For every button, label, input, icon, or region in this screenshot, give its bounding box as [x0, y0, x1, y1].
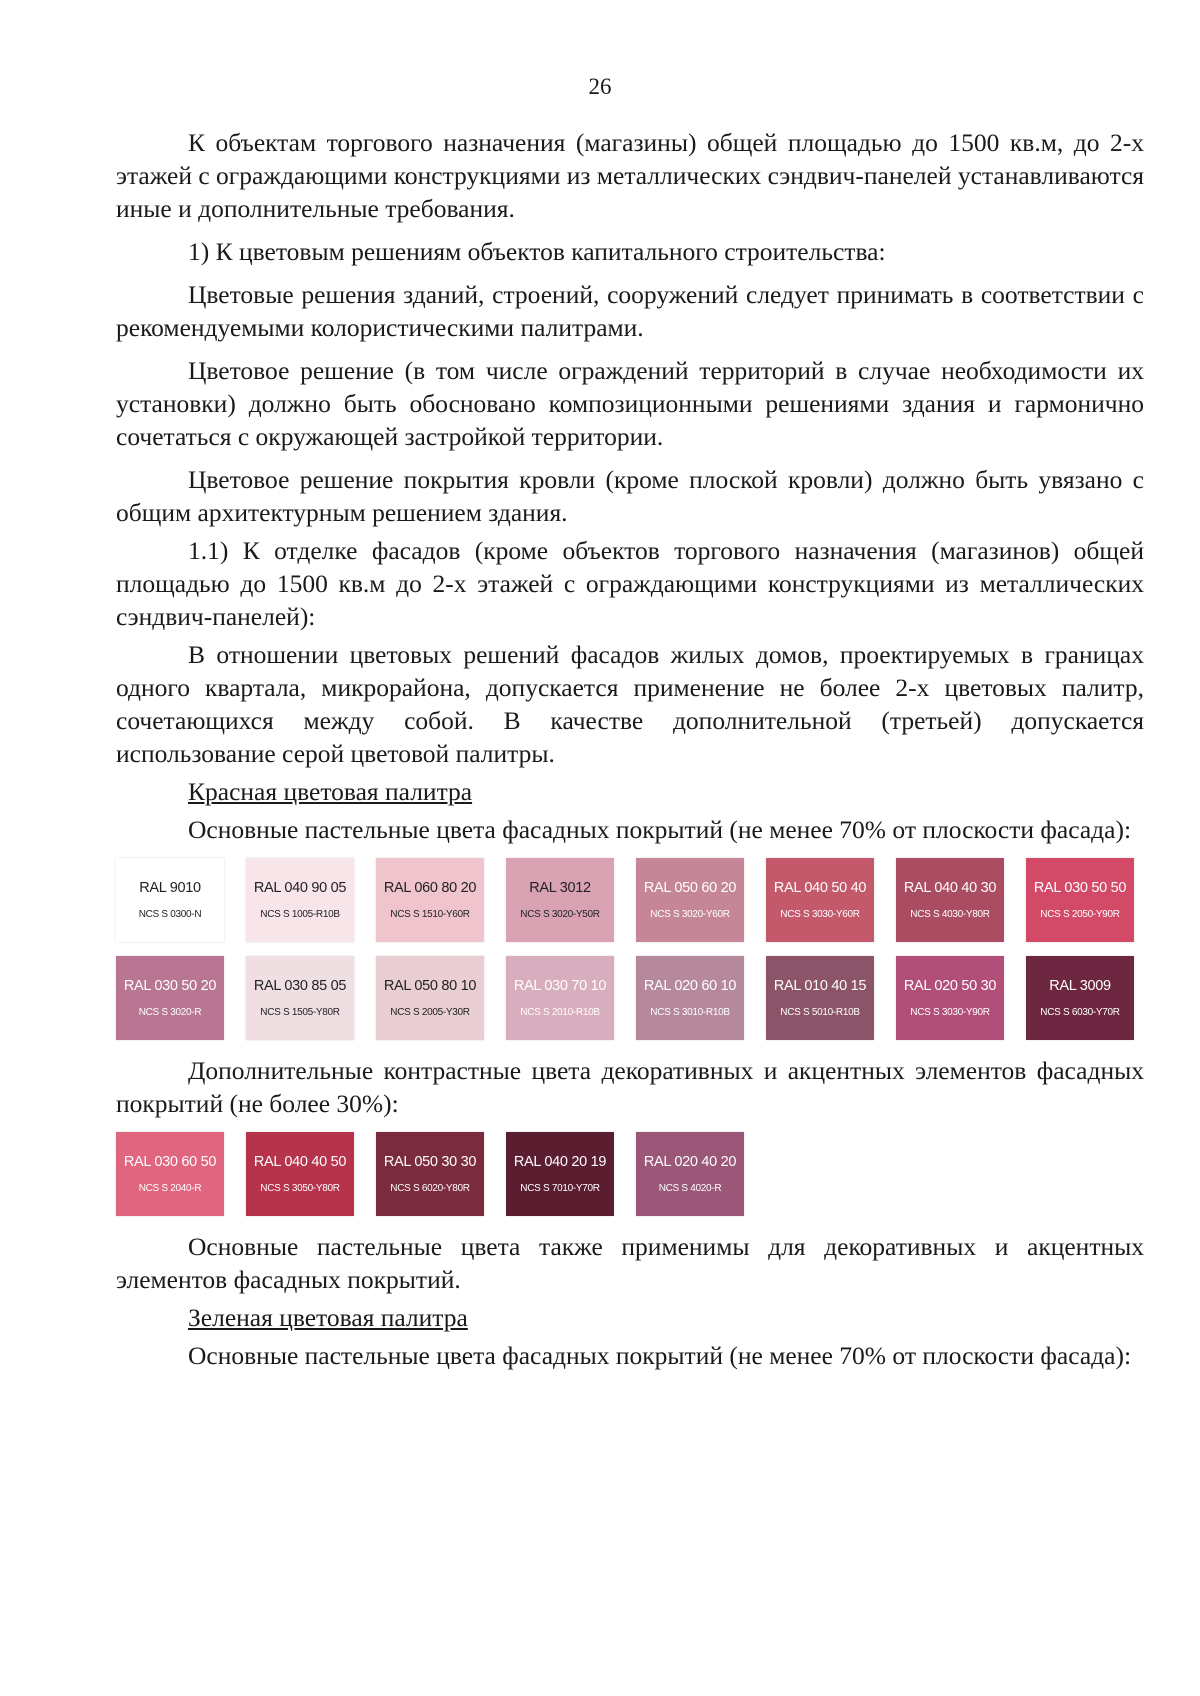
swatch-ral-code: RAL 040 50 40 — [773, 880, 867, 896]
swatch-ncs-code: NCS S 1510-Y60R — [390, 909, 470, 920]
green-palette-heading: Зеленая цветовая палитра — [188, 1303, 468, 1332]
page-number: 26 — [588, 74, 612, 99]
color-swatch — [636, 858, 744, 942]
swatch-ncs-code: NCS S 2005-Y30R — [390, 1007, 470, 1018]
paragraph-red-accent-colors: Дополнительные контрастные цвета декоративных и акцентных элементов фасадных покрытий (не более 30%): — [116, 1056, 1144, 1118]
color-swatch — [246, 858, 354, 942]
swatch-ral-code: RAL 3009 — [1049, 978, 1111, 994]
red-palette-accent-row — [116, 1132, 1144, 1216]
swatch-ral-code: RAL 030 60 50 — [123, 1154, 217, 1170]
swatch-ncs-code: NCS S 6030-Y70R — [1040, 1007, 1120, 1018]
swatch-ral-code: RAL 030 50 50 — [1033, 880, 1127, 896]
swatch-ral-code: RAL 050 60 20 — [643, 880, 737, 896]
color-swatch — [116, 956, 224, 1040]
swatch-ral-code: RAL 030 70 10 — [513, 978, 607, 994]
swatch-ncs-code: NCS S 6020-Y80R — [390, 1183, 470, 1194]
color-swatch — [766, 956, 874, 1040]
swatch-ncs-code: NCS S 4030-Y80R — [910, 909, 990, 920]
paragraph-color-palettes: Цветовые решения зданий, строений, сооружений следует принимать в соответствии с рекомендуемыми колористическими палитрами. — [116, 280, 1144, 342]
paragraph-color-requirements-heading: 1) К цветовым решениям объектов капитального строительства: — [188, 237, 886, 266]
swatch-ral-code: RAL 020 60 10 — [643, 978, 737, 994]
red-palette-main-row-2 — [116, 956, 1144, 1040]
swatch-ral-code: RAL 050 80 10 — [383, 978, 477, 994]
swatch-ral-code: RAL 060 80 20 — [383, 880, 477, 896]
swatch-ncs-code: NCS S 3020-Y50R — [520, 909, 600, 920]
swatch-ral-code: RAL 030 50 20 — [123, 978, 217, 994]
swatch-ncs-code: NCS S 2050-Y90R — [1040, 909, 1120, 920]
swatch-ncs-code: NCS S 2010-R10B — [520, 1007, 600, 1018]
color-swatch — [246, 956, 354, 1040]
swatch-ncs-code: NCS S 3010-R10B — [650, 1007, 730, 1018]
swatch-ral-code: RAL 030 85 05 — [253, 978, 347, 994]
swatch-ncs-code: NCS S 3050-Y80R — [260, 1183, 340, 1194]
red-palette-heading: Красная цветовая палитра — [188, 777, 473, 806]
swatch-ncs-code: NCS S 2040-R — [138, 1183, 202, 1194]
paragraph-residential-palettes: В отношении цветовых решений фасадов жилых домов, проектируемых в границах одного квартала, микрорайона, допускается применение не более 2-х цветовых палитр, сочетающихся между собой. В качестве дополнительной (третьей) допускается использование серой цветовой палитры. — [116, 640, 1144, 768]
color-swatch — [506, 858, 614, 942]
paragraph-intro: К объектам торгового назначения (магазины) общей площадью до 1500 кв.м, до 2-х этажей с ограждающими конструкциями из металлических сэндвич-панелей устанавливаются иные и дополнительные требования. — [116, 128, 1144, 223]
color-swatch — [1026, 858, 1134, 942]
swatch-ncs-code: NCS S 3030-Y90R — [910, 1007, 990, 1018]
swatch-ncs-code: NCS S 3020-Y60R — [650, 909, 730, 920]
document-body — [116, 126, 1144, 1372]
swatch-ral-code: RAL 050 30 30 — [383, 1154, 477, 1170]
swatch-ral-code: RAL 020 40 20 — [643, 1154, 737, 1170]
color-swatch — [896, 956, 1004, 1040]
swatch-ral-code: RAL 040 40 50 — [253, 1154, 347, 1170]
swatch-ncs-code: NCS S 0300-N — [138, 909, 202, 920]
paragraph-facade-finishing: 1.1) К отделке фасадов (кроме объектов торгового назначения (магазинов) общей площадью до 1500 кв.м до 2-х этажей с ограждающими конструкциями из металлических сэндвич-панелей): — [116, 536, 1144, 631]
swatch-ral-code: RAL 040 40 30 — [903, 880, 997, 896]
color-swatch — [506, 956, 614, 1040]
color-swatch — [116, 1132, 224, 1216]
paragraph-roof-color: Цветовое решение покрытия кровли (кроме плоской кровли) должно быть увязано с общим архитектурным решением здания. — [116, 465, 1144, 527]
color-swatch — [376, 956, 484, 1040]
paragraph-pastel-also-applicable: Основные пастельные цвета также применимы для декоративных и акцентных элементов фасадных покрытий. — [116, 1232, 1144, 1294]
red-palette-main-row-1 — [116, 858, 1144, 942]
color-swatch — [896, 858, 1004, 942]
swatch-ncs-code: NCS S 5010-R10B — [780, 1007, 860, 1018]
color-swatch — [1026, 956, 1134, 1040]
paragraph-color-justification: Цветовое решение (в том числе ограждений территорий в случае необходимости их установки) должно быть обосновано композиционными решениями здания и гармонично сочетаться с окружающей застройкой территории. — [116, 356, 1144, 451]
swatch-ncs-code: NCS S 7010-Y70R — [520, 1183, 600, 1194]
color-swatch — [376, 1132, 484, 1216]
color-swatch — [636, 956, 744, 1040]
swatch-ncs-code: NCS S 4020-R — [658, 1183, 722, 1194]
paragraph-green-main-colors: Основные пастельные цвета фасадных покрытий (не менее 70% от плоскости фасада): — [188, 1341, 1132, 1370]
swatch-ral-code: RAL 040 20 19 — [513, 1154, 607, 1170]
color-swatch — [376, 858, 484, 942]
swatch-ncs-code: NCS S 3020-R — [138, 1007, 202, 1018]
swatch-ncs-code: NCS S 1505-Y80R — [260, 1007, 340, 1018]
color-swatch — [766, 858, 874, 942]
color-swatch — [506, 1132, 614, 1216]
color-swatch — [246, 1132, 354, 1216]
swatch-ncs-code: NCS S 1005-R10B — [260, 909, 340, 920]
paragraph-red-main-colors: Основные пастельные цвета фасадных покрытий (не менее 70% от плоскости фасада): — [188, 815, 1132, 844]
color-swatch — [636, 1132, 744, 1216]
swatch-ncs-code: NCS S 3030-Y60R — [780, 909, 860, 920]
swatch-ral-code: RAL 9010 — [139, 880, 201, 896]
swatch-ral-code: RAL 040 90 05 — [253, 880, 347, 896]
color-swatch — [116, 858, 224, 942]
swatch-ral-code: RAL 3012 — [529, 880, 591, 896]
swatch-ral-code: RAL 020 50 30 — [903, 978, 997, 994]
swatch-ral-code: RAL 010 40 15 — [773, 978, 867, 994]
